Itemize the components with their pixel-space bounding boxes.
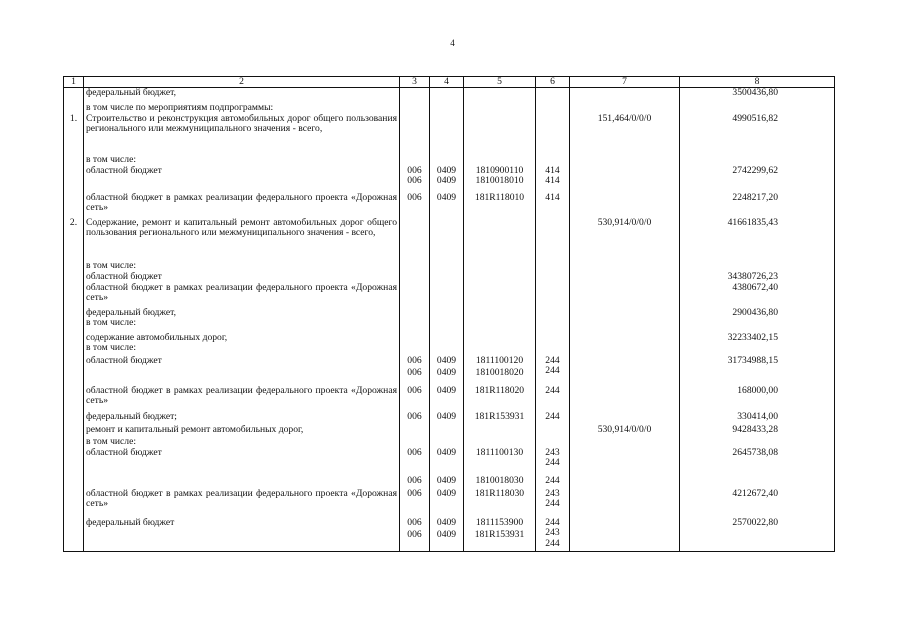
section-code-cell xyxy=(430,308,464,333)
ministry-code-cell xyxy=(400,272,430,283)
expense-type-cell xyxy=(536,114,570,155)
table-row xyxy=(64,283,835,308)
expense-type: 244 xyxy=(545,537,560,549)
expense-type-cell xyxy=(536,218,570,261)
table-row xyxy=(64,448,835,476)
amount-cell xyxy=(680,283,835,308)
target-code-cell xyxy=(464,88,536,103)
target-code: 181R118020 xyxy=(474,385,525,396)
target-code: 181R118030 xyxy=(474,488,525,499)
expense-type-cell xyxy=(536,272,570,283)
table-row xyxy=(64,308,835,333)
target-code-cell xyxy=(464,103,536,114)
amount-cell xyxy=(680,272,835,283)
amount-cell xyxy=(680,103,835,114)
target-code: 1811100120 xyxy=(475,355,524,366)
target-code: 181R153931 xyxy=(474,411,525,422)
section-code: 0409 xyxy=(436,192,457,203)
ministry-code-cell xyxy=(400,476,430,489)
target-code: 1810018010 xyxy=(475,175,524,187)
row-number xyxy=(64,333,84,356)
target-code-cell xyxy=(464,518,536,552)
section-code-cell xyxy=(430,437,464,448)
table-row xyxy=(64,425,835,437)
target-code-cell xyxy=(464,283,536,308)
ministry-code: 006 xyxy=(407,192,422,203)
column-header: 3 xyxy=(400,77,430,88)
section-code: 0409 xyxy=(436,367,457,379)
expense-type-cell xyxy=(536,166,570,193)
expense-type-cell xyxy=(536,476,570,489)
ministry-code-cell xyxy=(400,155,430,166)
target-code-cell xyxy=(464,333,536,356)
section-code-cell xyxy=(430,489,464,518)
capacity-value xyxy=(570,386,680,412)
ministry-code: 006 xyxy=(407,165,422,176)
table-row xyxy=(64,193,835,218)
table-header-row xyxy=(64,77,835,88)
capacity-value xyxy=(570,518,680,552)
row-name: в том числе: xyxy=(84,261,400,272)
page-number: 4 xyxy=(450,38,455,48)
row-number xyxy=(64,166,84,193)
expense-type-cell xyxy=(536,518,570,552)
capacity-value xyxy=(570,166,680,193)
row-name: в том числе: xyxy=(84,155,400,166)
expense-type-cell xyxy=(536,448,570,476)
row-name: в том числе: xyxy=(84,437,400,448)
section-code-cell xyxy=(430,425,464,437)
section-code-cell xyxy=(430,412,464,425)
table-row xyxy=(64,166,835,193)
section-code: 0409 xyxy=(436,529,457,541)
section-code-cell xyxy=(430,272,464,283)
expense-type: 244 xyxy=(545,385,560,396)
row-number xyxy=(64,261,84,272)
target-code-cell xyxy=(464,425,536,437)
table-row xyxy=(64,155,835,166)
amount-value: 41661835,43 xyxy=(727,217,778,228)
capacity-value xyxy=(570,437,680,448)
ministry-code: 006 xyxy=(407,447,422,458)
ministry-code: 006 xyxy=(407,475,422,486)
expense-type: 414 xyxy=(545,192,560,203)
row-name: областной бюджет в рамках реализации федерального проекта «Дорожная сеть» xyxy=(84,283,400,308)
expense-type: 414 xyxy=(545,175,560,187)
row-name: областной бюджет xyxy=(84,448,400,476)
row-number xyxy=(64,386,84,412)
amount-value: 4990516,82 xyxy=(732,113,778,124)
amount-value: 4212672,40 xyxy=(732,488,778,499)
amount-cell xyxy=(680,518,835,552)
ministry-code: 006 xyxy=(407,529,422,541)
target-code: 1811100130 xyxy=(475,447,524,458)
row-number xyxy=(64,308,84,333)
expense-type-cell xyxy=(536,333,570,356)
amount-cell xyxy=(680,412,835,425)
section-code-cell xyxy=(430,356,464,386)
column-header: 1 xyxy=(64,77,84,88)
amount-cell xyxy=(680,333,835,356)
expense-type: 244 xyxy=(545,517,560,528)
expense-type-cell xyxy=(536,283,570,308)
budget-table xyxy=(63,76,835,552)
target-code-cell xyxy=(464,448,536,476)
expense-type: 243 xyxy=(545,447,560,458)
amount-value: 4380672,40 xyxy=(732,282,778,293)
target-code-cell xyxy=(464,261,536,272)
expense-type: 244 xyxy=(545,475,560,486)
column-header: 4 xyxy=(430,77,464,88)
row-number xyxy=(64,193,84,218)
section-code-cell xyxy=(430,333,464,356)
table-row xyxy=(64,437,835,448)
section-code-cell xyxy=(430,386,464,412)
row-number xyxy=(64,412,84,425)
expense-type-cell xyxy=(536,155,570,166)
target-code-cell xyxy=(464,412,536,425)
target-code: 181R153931 xyxy=(474,529,525,541)
table-row xyxy=(64,333,835,356)
target-code-cell xyxy=(464,272,536,283)
section-code: 0409 xyxy=(436,165,457,176)
amount-value: 2570022,80 xyxy=(732,517,778,528)
amount-cell xyxy=(680,476,835,489)
ministry-code-cell xyxy=(400,166,430,193)
capacity-value xyxy=(570,412,680,425)
ministry-code-cell xyxy=(400,412,430,425)
ministry-code: 006 xyxy=(407,175,422,187)
ministry-code-cell xyxy=(400,437,430,448)
section-code-cell xyxy=(430,448,464,476)
row-name: ремонт и капитальный ремонт автомобильных дорог, xyxy=(84,425,400,437)
ministry-code-cell xyxy=(400,193,430,218)
row-number xyxy=(64,448,84,476)
capacity-value xyxy=(570,308,680,333)
column-header: 2 xyxy=(84,77,400,88)
target-code-cell xyxy=(464,437,536,448)
amount-cell xyxy=(680,356,835,386)
row-name: областной бюджет в рамках реализации федерального проекта «Дорожная сеть» xyxy=(84,489,400,518)
expense-type-cell xyxy=(536,88,570,103)
section-code-cell xyxy=(430,476,464,489)
section-code: 0409 xyxy=(436,488,457,499)
section-code-cell xyxy=(430,518,464,552)
amount-cell xyxy=(680,114,835,155)
target-code: 181R118010 xyxy=(474,192,525,203)
target-code-cell xyxy=(464,193,536,218)
section-code-cell xyxy=(430,193,464,218)
amount-cell xyxy=(680,193,835,218)
target-code: 1810018030 xyxy=(475,475,524,486)
section-code-cell xyxy=(430,166,464,193)
ministry-code: 006 xyxy=(407,517,422,528)
expense-type-cell xyxy=(536,437,570,448)
capacity-value xyxy=(570,489,680,518)
amount-cell xyxy=(680,88,835,103)
amount-value: 34380726,23 xyxy=(727,271,778,282)
expense-type: 244 xyxy=(545,498,560,510)
target-code-cell xyxy=(464,356,536,386)
table-row xyxy=(64,386,835,412)
table-row xyxy=(64,489,835,518)
ministry-code-cell xyxy=(400,114,430,155)
capacity-value: 530,914/0/0/0 xyxy=(570,425,680,437)
ministry-code: 006 xyxy=(407,367,422,379)
capacity-value xyxy=(570,88,680,103)
ministry-code-cell xyxy=(400,88,430,103)
target-code-cell xyxy=(464,308,536,333)
section-code-cell xyxy=(430,283,464,308)
amount-value: 32233402,15 xyxy=(727,332,778,343)
amount-cell xyxy=(680,261,835,272)
table-row xyxy=(64,518,835,552)
ministry-code: 006 xyxy=(407,355,422,366)
capacity-value: 151,464/0/0/0 xyxy=(570,114,680,155)
row-name: в том числе по мероприятиям подпрограммы: xyxy=(84,103,400,114)
ministry-code-cell xyxy=(400,283,430,308)
table-row xyxy=(64,218,835,261)
table-row xyxy=(64,114,835,155)
ministry-code-cell xyxy=(400,425,430,437)
row-name: федеральный бюджет xyxy=(84,518,400,552)
row-name: областной бюджет xyxy=(84,272,400,283)
expense-type-cell xyxy=(536,261,570,272)
section-code-cell xyxy=(430,261,464,272)
expense-type-cell xyxy=(536,356,570,386)
capacity-value xyxy=(570,333,680,356)
row-number: 2. xyxy=(64,218,84,261)
section-code: 0409 xyxy=(436,411,457,422)
row-name: областной бюджет в рамках реализации федерального проекта «Дорожная сеть» xyxy=(84,193,400,218)
amount-cell xyxy=(680,386,835,412)
amount-cell xyxy=(680,425,835,437)
row-name: федеральный бюджет, xyxy=(84,88,400,103)
capacity-value xyxy=(570,193,680,218)
table-row xyxy=(64,272,835,283)
section-code: 0409 xyxy=(436,517,457,528)
section-code-cell xyxy=(430,155,464,166)
ministry-code-cell xyxy=(400,448,430,476)
target-code-cell xyxy=(464,218,536,261)
expense-type-cell xyxy=(536,489,570,518)
column-header: 5 xyxy=(464,77,536,88)
column-header: 6 xyxy=(536,77,570,88)
table-row xyxy=(64,261,835,272)
ministry-code-cell xyxy=(400,308,430,333)
capacity-value xyxy=(570,283,680,308)
amount-value: 330414,00 xyxy=(737,411,778,422)
target-code: 1810018020 xyxy=(475,367,524,379)
expense-type-cell xyxy=(536,103,570,114)
expense-type-cell xyxy=(536,308,570,333)
row-name: областной бюджет xyxy=(84,166,400,193)
target-code-cell xyxy=(464,166,536,193)
row-name xyxy=(84,476,400,489)
expense-type: 244 xyxy=(545,355,560,366)
amount-value: 2900436,80 xyxy=(732,307,778,318)
table-row xyxy=(64,412,835,425)
ministry-code-cell xyxy=(400,218,430,261)
table-row xyxy=(64,103,835,114)
row-name: федеральный бюджет; xyxy=(84,412,400,425)
amount-value: 3500436,80 xyxy=(732,87,778,98)
target-code: 1811153900 xyxy=(475,517,524,528)
row-number xyxy=(64,425,84,437)
row-name: содержание автомобильных дорог, в том числе: xyxy=(84,333,400,356)
capacity-value xyxy=(570,476,680,489)
ministry-code-cell xyxy=(400,356,430,386)
capacity-value xyxy=(570,103,680,114)
ministry-code-cell xyxy=(400,386,430,412)
capacity-value: 530,914/0/0/0 xyxy=(570,218,680,261)
expense-type: 244 xyxy=(545,457,560,469)
section-code: 0409 xyxy=(436,355,457,366)
expense-type-cell xyxy=(536,425,570,437)
expense-type-cell xyxy=(536,193,570,218)
table-row xyxy=(64,88,835,103)
row-number xyxy=(64,283,84,308)
row-number xyxy=(64,476,84,489)
row-name: областной бюджет в рамках реализации федерального проекта «Дорожная сеть» xyxy=(84,386,400,412)
section-code-cell xyxy=(430,114,464,155)
target-code-cell xyxy=(464,476,536,489)
section-code: 0409 xyxy=(436,475,457,486)
column-header: 8 xyxy=(680,77,835,88)
target-code: 1810900110 xyxy=(475,165,524,176)
capacity-value xyxy=(570,272,680,283)
expense-type: 414 xyxy=(545,165,560,176)
amount-cell xyxy=(680,489,835,518)
capacity-value xyxy=(570,261,680,272)
amount-value: 168000,00 xyxy=(737,385,778,396)
ministry-code-cell xyxy=(400,103,430,114)
amount-cell xyxy=(680,437,835,448)
ministry-code: 006 xyxy=(407,385,422,396)
amount-cell xyxy=(680,308,835,333)
expense-type: 244 xyxy=(545,411,560,422)
row-number xyxy=(64,489,84,518)
table-row xyxy=(64,476,835,489)
amount-cell xyxy=(680,166,835,193)
section-code: 0409 xyxy=(436,447,457,458)
target-code-cell xyxy=(464,386,536,412)
amount-value: 31734988,15 xyxy=(727,355,778,366)
ministry-code-cell xyxy=(400,489,430,518)
row-number: 1. xyxy=(64,114,84,155)
row-name: федеральный бюджет, в том числе: xyxy=(84,308,400,333)
column-header: 7 xyxy=(570,77,680,88)
row-number xyxy=(64,356,84,386)
row-number xyxy=(64,272,84,283)
row-number xyxy=(64,518,84,552)
row-number xyxy=(64,155,84,166)
ministry-code-cell xyxy=(400,261,430,272)
expense-type: 244 xyxy=(545,365,560,377)
section-code-cell xyxy=(430,218,464,261)
row-number xyxy=(64,88,84,103)
expense-type: 243 xyxy=(545,527,560,539)
ministry-code-cell xyxy=(400,518,430,552)
capacity-value xyxy=(570,356,680,386)
amount-value: 2742299,62 xyxy=(732,165,778,176)
amount-value: 2645738,08 xyxy=(732,447,778,458)
target-code-cell xyxy=(464,155,536,166)
amount-value: 2248217,20 xyxy=(732,192,778,203)
row-name: Строительство и реконструкция автомобильных дорог общего пользования регионального или межмуниципального значения - всего, xyxy=(84,114,400,155)
section-code: 0409 xyxy=(436,385,457,396)
amount-cell xyxy=(680,155,835,166)
ministry-code: 006 xyxy=(407,488,422,499)
amount-value: 9428433,28 xyxy=(732,424,778,435)
expense-type-cell xyxy=(536,386,570,412)
expense-type: 243 xyxy=(545,488,560,499)
section-code-cell xyxy=(430,103,464,114)
section-code-cell xyxy=(430,88,464,103)
section-code: 0409 xyxy=(436,175,457,187)
expense-type-cell xyxy=(536,412,570,425)
table-row xyxy=(64,356,835,386)
ministry-code-cell xyxy=(400,333,430,356)
target-code-cell xyxy=(464,489,536,518)
row-name: областной бюджет xyxy=(84,356,400,386)
amount-cell xyxy=(680,218,835,261)
ministry-code: 006 xyxy=(407,411,422,422)
row-name: Содержание, ремонт и капитальный ремонт автомобильных дорог общего пользования регионального или межмуниципального значения - всего, xyxy=(84,218,400,261)
capacity-value xyxy=(570,448,680,476)
amount-cell xyxy=(680,448,835,476)
capacity-value xyxy=(570,155,680,166)
row-number xyxy=(64,437,84,448)
target-code-cell xyxy=(464,114,536,155)
row-number xyxy=(64,103,84,114)
